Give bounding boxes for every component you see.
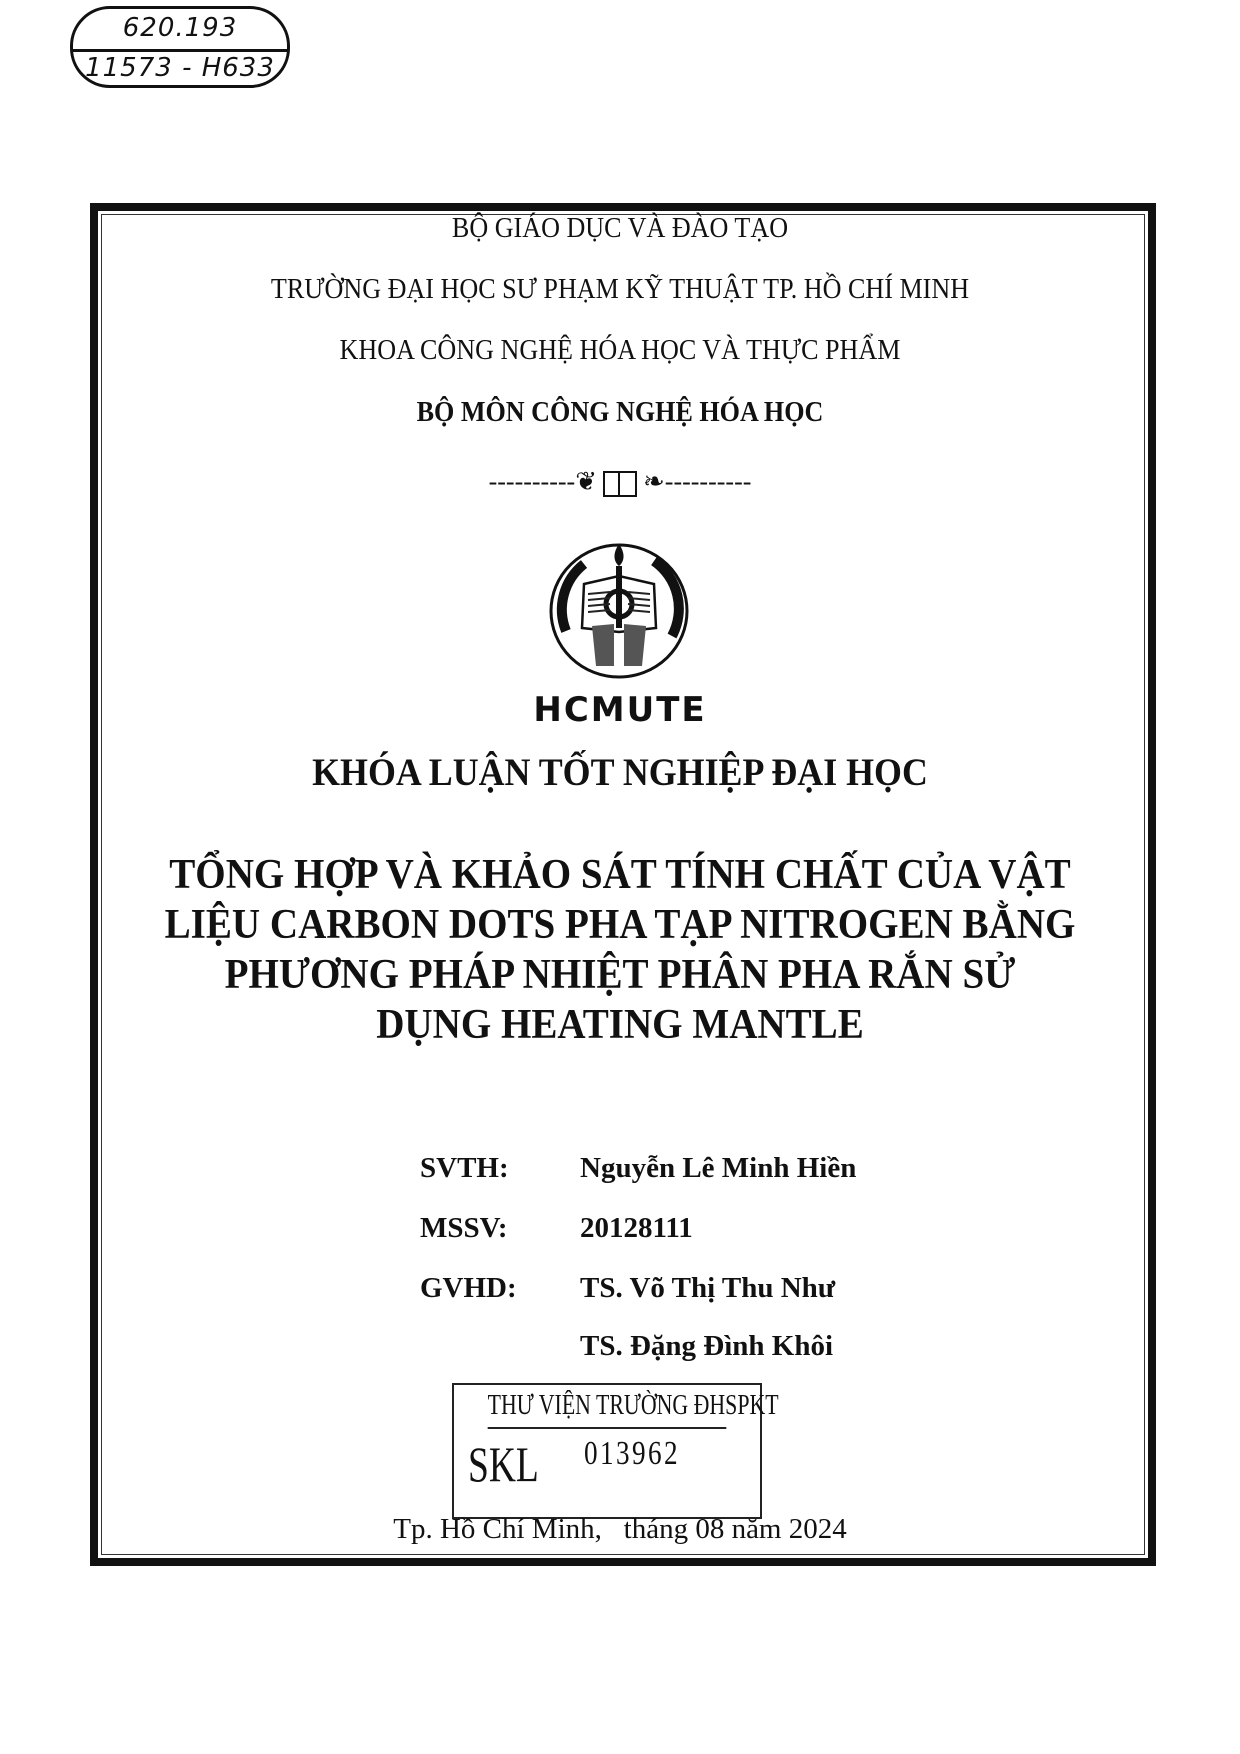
faculty-heading: KHOA CÔNG NGHỆ HÓA HỌC VÀ THỰC PHẨM: [339, 334, 901, 366]
advisor-2-row: [420, 1330, 833, 1363]
university-heading: TRƯỜNG ĐẠI HỌC SƯ PHẠM KỸ THUẬT TP. HỒ CHÍ MINH: [270, 273, 970, 305]
ornament-dashes-right: ----------: [664, 467, 752, 496]
library-stamp-code: SKL: [468, 1436, 539, 1492]
place-and-date: Tp. Hồ Chí Minh, tháng 08 năm 2024: [393, 1513, 847, 1545]
flourish-icon: ❦: [575, 467, 597, 496]
degree-heading: KHÓA LUẬN TỐT NGHIỆP ĐẠI HỌC: [312, 751, 928, 794]
ornament-dashes-left: ----------: [488, 467, 576, 496]
advisor-label: GVHD:: [420, 1272, 517, 1304]
university-logo: [544, 536, 694, 686]
call-number-top: 620.193: [122, 13, 238, 43]
thesis-title-line-4: DỤNG HEATING MANTLE: [376, 1002, 864, 1048]
logo-wordmark: HCMUTE: [533, 690, 707, 730]
call-number-bottom: 11573 - H633: [85, 53, 275, 83]
thesis-title-line-2: LIỆU CARBON DOTS PHA TẠP NITROGEN BẰNG: [164, 902, 1076, 948]
library-stamp-header: THƯ VIỆN TRƯỜNG ĐHSPKT: [488, 1385, 727, 1429]
ministry-heading: BỘ GIÁO DỤC VÀ ĐÀO TẠO: [451, 212, 789, 244]
student-label: SVTH:: [420, 1152, 509, 1184]
library-stamp-number: 013962: [584, 1435, 680, 1472]
department-heading: BỘ MÔN CÔNG NGHỆ HÓA HỌC: [416, 396, 824, 428]
advisor-1-name: TS. Võ Thị Thu Như: [580, 1272, 836, 1304]
thesis-title-line-1: TỔNG HỢP VÀ KHẢO SÁT TÍNH CHẤT CỦA VẬT: [169, 852, 1071, 898]
student-id-value: 20128111: [580, 1212, 693, 1244]
student-id-label: MSSV:: [420, 1212, 508, 1244]
open-book-icon: [603, 471, 637, 497]
advisor-row: [420, 1272, 835, 1305]
hcmute-emblem-icon: [544, 536, 694, 686]
student-name: Nguyễn Lê Minh Hiền: [580, 1152, 857, 1184]
thesis-title-line-3: PHƯƠNG PHÁP NHIỆT PHÂN PHA RẮN SỬ: [224, 952, 1016, 998]
advisor-2-name: TS. Đặng Đình Khôi: [580, 1330, 834, 1362]
student-id-row: [420, 1212, 693, 1245]
handwritten-call-number: [70, 6, 290, 88]
flourish-icon: ❧: [643, 467, 665, 496]
ornament-divider: [0, 467, 1240, 497]
library-stamp: [452, 1383, 779, 1519]
student-row: [420, 1152, 856, 1185]
call-number-divider: [73, 49, 287, 52]
